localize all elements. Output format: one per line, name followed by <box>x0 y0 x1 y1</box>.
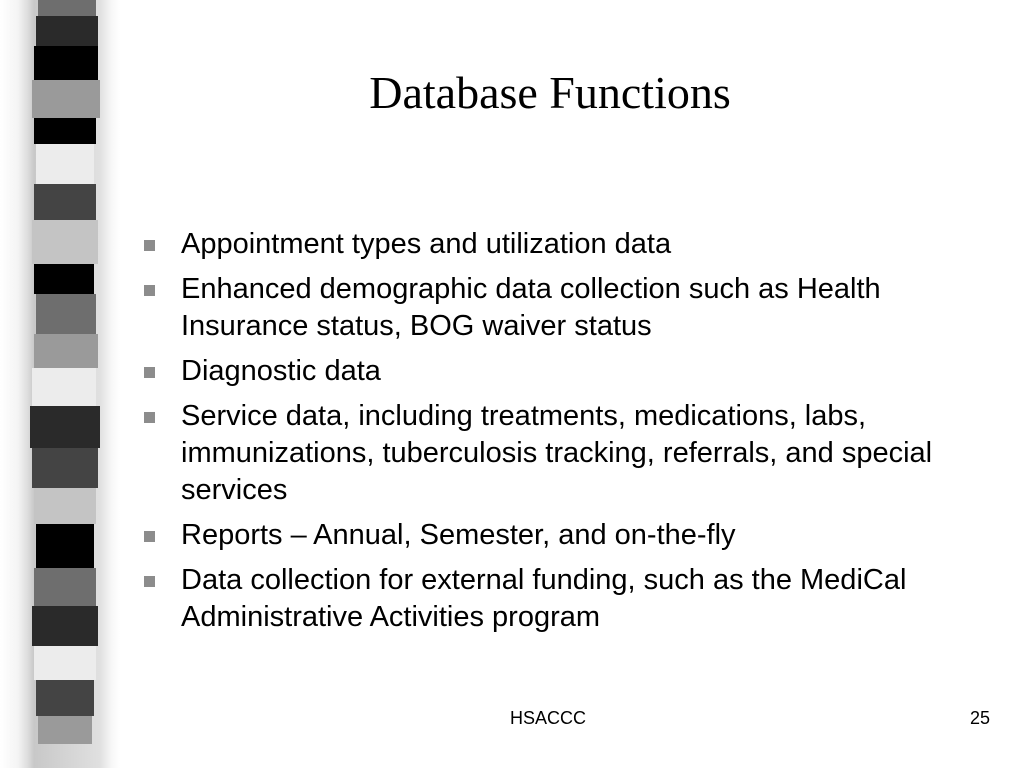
film-strip-block <box>34 184 96 220</box>
bullet-text: Service data, including treatments, medications, labs, immunizations, tuberculosis tracking, referrals, and special services <box>181 400 933 506</box>
film-strip-block <box>36 680 94 716</box>
list-item <box>140 398 1000 509</box>
list-item <box>140 226 1000 263</box>
film-strip-block <box>32 448 98 488</box>
bullet-text: Reports – Annual, Semester, and on-the-fly <box>181 519 736 551</box>
square-bullet-icon <box>144 285 155 296</box>
film-strip-block <box>32 368 96 406</box>
film-strip-block <box>34 118 96 144</box>
list-item <box>140 271 1000 345</box>
bullet-text: Enhanced demographic data collection such as Health Insurance status, BOG waiver status <box>181 273 881 342</box>
bullet-text: Diagnostic data <box>181 355 381 387</box>
list-item <box>140 353 1000 390</box>
film-strip-block <box>36 144 94 184</box>
film-strip-block <box>34 488 96 524</box>
square-bullet-icon <box>144 367 155 378</box>
decorative-film-strip <box>28 0 100 768</box>
bullet-text: Data collection for external funding, such as the MediCal Administrative Activities program <box>181 564 907 633</box>
film-strip-block <box>32 606 98 646</box>
list-item <box>140 517 1000 554</box>
film-strip-block <box>34 568 96 606</box>
film-strip-block <box>36 524 94 568</box>
list-item <box>140 562 1000 636</box>
film-strip-block <box>34 264 94 294</box>
film-strip-block <box>38 0 96 16</box>
bullet-text: Appointment types and utilization data <box>181 228 672 260</box>
slide-title: Database Functions <box>369 67 731 118</box>
film-strip-block <box>32 220 98 264</box>
film-strip-block <box>30 406 100 448</box>
square-bullet-icon <box>144 240 155 251</box>
footer-label: HSACCC <box>509 708 586 728</box>
film-strip-block <box>34 646 96 680</box>
square-bullet-icon <box>144 412 155 423</box>
film-strip-block <box>34 46 98 80</box>
film-strip-block <box>36 294 96 334</box>
film-strip-block <box>32 80 100 118</box>
square-bullet-icon <box>144 576 155 587</box>
film-strip-block <box>38 716 92 744</box>
square-bullet-icon <box>144 531 155 542</box>
film-strip-block <box>34 334 98 368</box>
film-strip-block <box>36 16 98 46</box>
bullet-list <box>140 226 1000 644</box>
page-number: 25 <box>969 708 990 728</box>
